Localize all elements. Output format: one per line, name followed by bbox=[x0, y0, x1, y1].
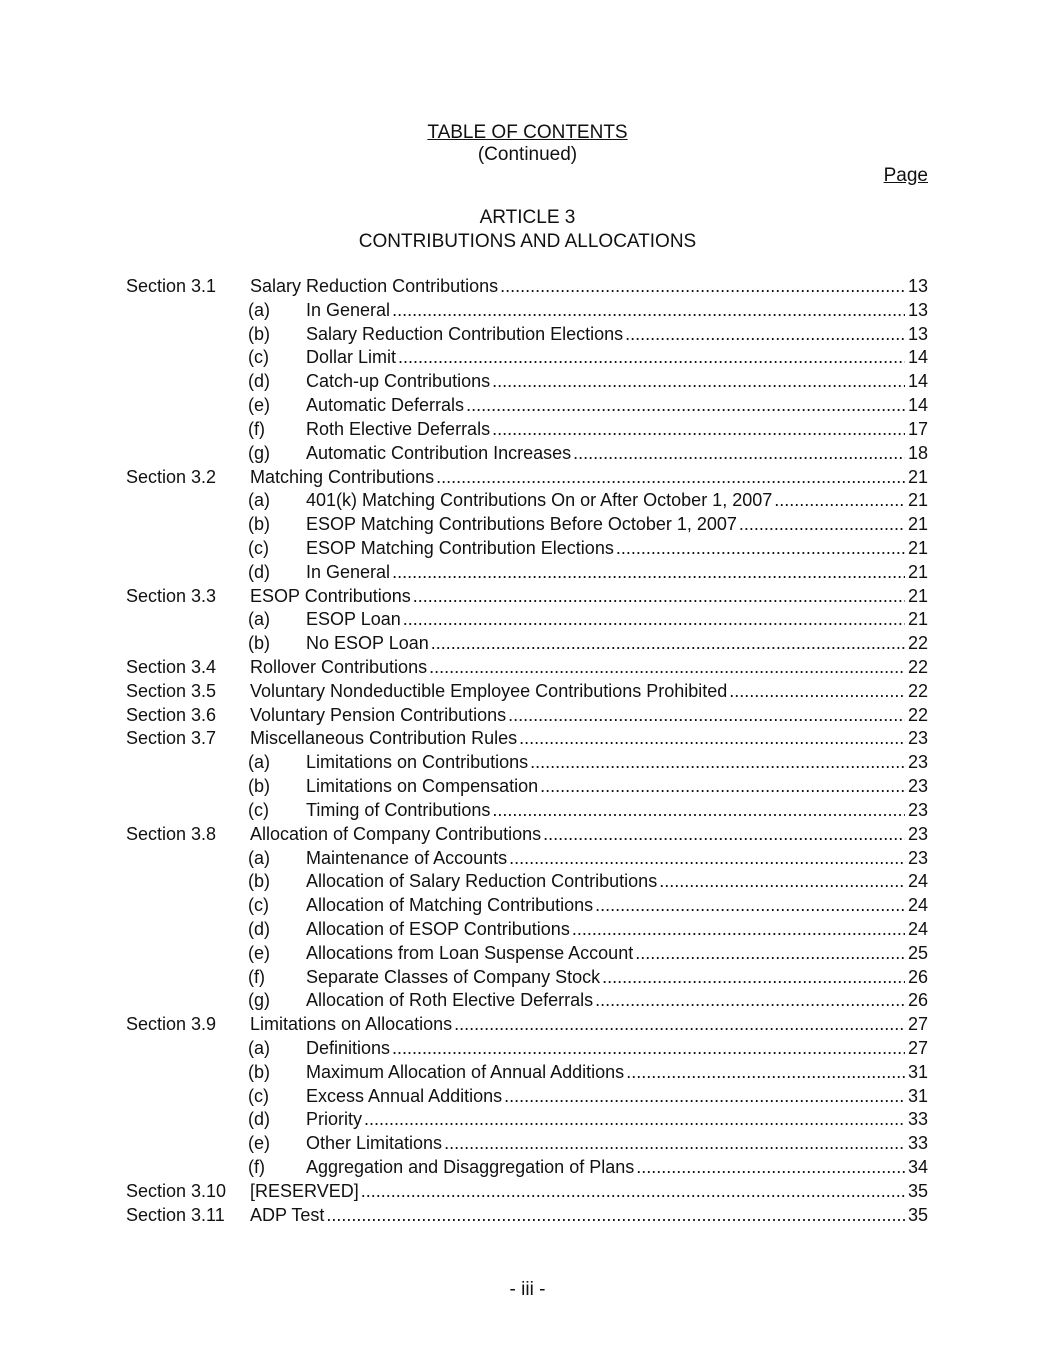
toc-subsection-entry[interactable] bbox=[0, 1107, 1055, 1131]
toc-leader-line bbox=[250, 1203, 928, 1227]
section-number: Section 3.11 bbox=[126, 1204, 225, 1225]
toc-subsection-entry[interactable] bbox=[0, 369, 1055, 393]
toc-subsection-entry[interactable] bbox=[0, 1084, 1055, 1108]
dot-leader bbox=[364, 1107, 905, 1131]
dot-leader bbox=[509, 846, 905, 870]
entry-title: Catch-up Contributions bbox=[306, 371, 491, 392]
subsection-letter: (d) bbox=[248, 561, 270, 582]
toc-title-text: TABLE OF CONTENTS bbox=[427, 122, 628, 143]
section-number: Section 3.1 bbox=[126, 276, 217, 296]
toc-subsection-entry[interactable] bbox=[0, 607, 1055, 631]
entry-title: Allocation of Matching Contributions bbox=[306, 895, 594, 916]
toc-leader-line bbox=[306, 750, 928, 774]
toc-leader-line bbox=[306, 560, 928, 584]
dot-leader bbox=[413, 584, 905, 608]
entry-page-number: 14 bbox=[905, 345, 928, 369]
dot-leader bbox=[573, 441, 905, 465]
toc-leader-line bbox=[250, 726, 928, 750]
toc-leader-line bbox=[306, 441, 928, 465]
dot-leader bbox=[361, 1179, 905, 1203]
subsection-letter: (a) bbox=[248, 847, 270, 868]
subsection-letter: (b) bbox=[248, 871, 270, 892]
toc-subtitle: (Continued) bbox=[477, 144, 578, 165]
toc-leader-line bbox=[250, 274, 928, 298]
entry-title: Maximum Allocation of Annual Additions bbox=[306, 1061, 625, 1082]
entry-page-number: 21 bbox=[905, 512, 928, 536]
toc-leader-line bbox=[306, 322, 928, 346]
toc-subsection-entry[interactable] bbox=[0, 631, 1055, 655]
entry-page-number: 21 bbox=[905, 584, 928, 608]
entry-title: Roth Elective Deferrals bbox=[306, 418, 491, 439]
toc-subsection-entry[interactable] bbox=[0, 798, 1055, 822]
toc-leader-line bbox=[250, 655, 928, 679]
toc-leader-line bbox=[306, 917, 928, 941]
subsection-letter: (a) bbox=[248, 609, 270, 630]
dot-leader bbox=[431, 631, 905, 655]
dot-leader bbox=[492, 798, 905, 822]
entry-page-number: 24 bbox=[905, 893, 928, 917]
toc-leader-line bbox=[306, 369, 928, 393]
toc-leader-line bbox=[306, 393, 928, 417]
toc-subsection-entry[interactable] bbox=[0, 345, 1055, 369]
toc-section-entry[interactable] bbox=[0, 655, 1055, 679]
entry-title: Dollar Limit bbox=[306, 347, 397, 368]
dot-leader bbox=[616, 536, 905, 560]
entry-page-number: 22 bbox=[905, 679, 928, 703]
entry-title: [RESERVED] bbox=[250, 1180, 359, 1201]
toc-subsection-entry[interactable] bbox=[0, 965, 1055, 989]
dot-leader bbox=[508, 703, 905, 727]
toc-leader-line bbox=[306, 988, 928, 1012]
toc-subsection-entry[interactable] bbox=[0, 774, 1055, 798]
entry-title: Allocation of Roth Elective Deferrals bbox=[306, 990, 594, 1011]
page-number: - iii - bbox=[509, 1279, 546, 1300]
toc-leader-line bbox=[250, 1179, 928, 1203]
toc-leader-line bbox=[306, 417, 928, 441]
toc-section-entry[interactable] bbox=[0, 465, 1055, 489]
entry-page-number: 14 bbox=[905, 393, 928, 417]
toc-leader-line bbox=[306, 774, 928, 798]
entry-title: Timing of Contributions bbox=[306, 799, 491, 820]
dot-leader bbox=[595, 988, 905, 1012]
dot-leader bbox=[519, 726, 905, 750]
entry-title: Separate Classes of Company Stock bbox=[306, 966, 601, 987]
dot-leader bbox=[543, 822, 905, 846]
toc-leader-line bbox=[306, 1084, 928, 1108]
toc-entries bbox=[0, 274, 1055, 1227]
dot-leader bbox=[436, 465, 905, 489]
entry-page-number: 23 bbox=[905, 774, 928, 798]
article-title: CONTRIBUTIONS AND ALLOCATIONS bbox=[358, 231, 697, 252]
entry-title: Miscellaneous Contribution Rules bbox=[250, 728, 518, 749]
toc-section-entry[interactable] bbox=[0, 274, 1055, 298]
entry-page-number: 34 bbox=[905, 1155, 928, 1179]
article-number: ARTICLE 3 bbox=[479, 207, 576, 228]
entry-title: Voluntary Pension Contributions bbox=[250, 704, 507, 725]
entry-title: Other Limitations bbox=[306, 1133, 443, 1154]
entry-title: Limitations on Allocations bbox=[250, 1014, 453, 1035]
toc-leader-line bbox=[306, 1060, 928, 1084]
entry-page-number: 14 bbox=[905, 369, 928, 393]
entry-title: No ESOP Loan bbox=[306, 633, 429, 654]
toc-leader-line bbox=[250, 679, 928, 703]
entry-page-number: 22 bbox=[905, 631, 928, 655]
toc-leader-line bbox=[306, 631, 928, 655]
entry-page-number: 31 bbox=[905, 1084, 928, 1108]
entry-title: Aggregation and Disaggregation of Plans bbox=[306, 1157, 635, 1178]
toc-subsection-entry[interactable] bbox=[0, 417, 1055, 441]
dot-leader bbox=[540, 774, 905, 798]
toc-subsection-entry[interactable] bbox=[0, 322, 1055, 346]
dot-leader bbox=[403, 607, 905, 631]
entry-title: Limitations on Contributions bbox=[306, 752, 529, 773]
toc-leader-line bbox=[306, 512, 928, 536]
dot-leader bbox=[454, 1012, 905, 1036]
toc-subsection-entry[interactable] bbox=[0, 441, 1055, 465]
toc-leader-line bbox=[250, 703, 928, 727]
toc-leader-line bbox=[250, 1012, 928, 1036]
dot-leader bbox=[326, 1203, 905, 1227]
entry-page-number: 21 bbox=[905, 465, 928, 489]
subsection-letter: (g) bbox=[248, 442, 270, 463]
dot-leader bbox=[602, 965, 905, 989]
subsection-letter: (a) bbox=[248, 490, 270, 511]
subsection-letter: (d) bbox=[248, 1109, 270, 1130]
toc-subsection-entry[interactable] bbox=[0, 750, 1055, 774]
dot-leader bbox=[739, 512, 905, 536]
toc-leader-line bbox=[306, 488, 928, 512]
toc-subsection-entry[interactable] bbox=[0, 298, 1055, 322]
entry-page-number: 23 bbox=[905, 798, 928, 822]
subsection-letter: (d) bbox=[248, 918, 270, 939]
subsection-letter: (b) bbox=[248, 1061, 270, 1082]
entry-page-number: 26 bbox=[905, 965, 928, 989]
entry-page-number: 33 bbox=[905, 1107, 928, 1131]
entry-title: Voluntary Nondeductible Employee Contributions Prohibited bbox=[250, 680, 728, 701]
toc-subsection-entry[interactable] bbox=[0, 560, 1055, 584]
dot-leader bbox=[530, 750, 905, 774]
toc-leader-line bbox=[306, 1107, 928, 1131]
entry-page-number: 23 bbox=[905, 750, 928, 774]
entry-page-number: 23 bbox=[905, 726, 928, 750]
dot-leader bbox=[504, 1084, 905, 1108]
section-number: Section 3.9 bbox=[126, 1014, 217, 1035]
entry-title: Allocation of Salary Reduction Contributions bbox=[306, 871, 658, 892]
dot-leader bbox=[500, 274, 905, 298]
dot-leader bbox=[429, 655, 905, 679]
toc-subsection-entry[interactable] bbox=[0, 1036, 1055, 1060]
dot-leader bbox=[635, 941, 905, 965]
toc-leader-line bbox=[250, 822, 928, 846]
subsection-letter: (e) bbox=[248, 1133, 270, 1154]
entry-page-number: 33 bbox=[905, 1131, 928, 1155]
toc-subsection-entry[interactable] bbox=[0, 1060, 1055, 1084]
section-number: Section 3.5 bbox=[126, 680, 217, 701]
toc-subsection-entry[interactable] bbox=[0, 988, 1055, 1012]
toc-leader-line bbox=[306, 893, 928, 917]
entry-page-number: 13 bbox=[905, 274, 928, 298]
toc-section-entry[interactable] bbox=[0, 1179, 1055, 1203]
toc-title bbox=[0, 122, 1055, 144]
entry-title: Rollover Contributions bbox=[250, 657, 428, 677]
entry-page-number: 24 bbox=[905, 917, 928, 941]
entry-page-number: 31 bbox=[905, 1060, 928, 1084]
entry-title: Definitions bbox=[306, 1038, 391, 1058]
toc-subsection-entry[interactable] bbox=[0, 941, 1055, 965]
entry-title: ESOP Matching Contributions Before October 1, 2007 bbox=[306, 514, 737, 535]
entry-page-number: 18 bbox=[905, 441, 928, 465]
toc-leader-line bbox=[306, 869, 928, 893]
entry-page-number: 21 bbox=[905, 488, 928, 512]
section-number: Section 3.10 bbox=[126, 1180, 227, 1201]
page-column-header: Page bbox=[883, 165, 928, 186]
entry-page-number: 22 bbox=[905, 655, 928, 679]
toc-leader-line bbox=[306, 846, 928, 870]
dot-leader bbox=[392, 1036, 905, 1060]
section-number: Section 3.6 bbox=[126, 704, 217, 725]
subsection-letter: (c) bbox=[248, 347, 269, 368]
entry-title: ESOP Contributions bbox=[250, 585, 411, 606]
entry-title: Excess Annual Additions bbox=[306, 1085, 503, 1106]
toc-leader-line bbox=[306, 345, 928, 369]
dot-leader bbox=[729, 679, 905, 703]
entry-title: Priority bbox=[306, 1109, 363, 1130]
subsection-letter: (e) bbox=[248, 395, 270, 416]
entry-page-number: 13 bbox=[905, 322, 928, 346]
toc-subsection-entry[interactable] bbox=[0, 1155, 1055, 1179]
entry-title: Allocation of ESOP Contributions bbox=[306, 918, 570, 939]
toc-section-entry[interactable] bbox=[0, 822, 1055, 846]
dot-leader bbox=[659, 869, 905, 893]
subsection-letter: (b) bbox=[248, 633, 270, 654]
dot-leader bbox=[595, 893, 905, 917]
entry-page-number: 21 bbox=[905, 536, 928, 560]
entry-page-number: 23 bbox=[905, 822, 928, 846]
entry-title: ADP Test bbox=[250, 1204, 325, 1225]
entry-title: Limitations on Compensation bbox=[306, 776, 539, 797]
section-number: Section 3.7 bbox=[126, 728, 217, 749]
entry-title: Allocations from Loan Suspense Account bbox=[306, 942, 634, 963]
toc-section-entry[interactable] bbox=[0, 703, 1055, 727]
section-number: Section 3.3 bbox=[126, 585, 217, 606]
toc-subsection-entry[interactable] bbox=[0, 869, 1055, 893]
dot-leader bbox=[636, 1155, 905, 1179]
subsection-letter: (e) bbox=[248, 942, 270, 963]
subsection-letter: (c) bbox=[248, 1085, 269, 1106]
entry-title: Automatic Deferrals bbox=[306, 395, 465, 416]
toc-section-entry[interactable] bbox=[0, 679, 1055, 703]
toc-leader-line bbox=[306, 965, 928, 989]
toc-leader-line bbox=[306, 1036, 928, 1060]
dot-leader bbox=[392, 560, 905, 584]
subsection-letter: (c) bbox=[248, 895, 269, 916]
subsection-letter: (f) bbox=[248, 1157, 265, 1178]
subsection-letter: (a) bbox=[248, 1038, 270, 1058]
subsection-letter: (a) bbox=[248, 299, 270, 320]
subsection-letter: (d) bbox=[248, 371, 270, 392]
dot-leader bbox=[466, 393, 905, 417]
toc-leader-line bbox=[306, 607, 928, 631]
entry-page-number: 24 bbox=[905, 869, 928, 893]
toc-subsection-entry[interactable] bbox=[0, 393, 1055, 417]
entry-title: 401(k) Matching Contributions On or After October 1, 2007 bbox=[306, 490, 773, 511]
entry-page-number: 13 bbox=[905, 298, 928, 322]
dot-leader bbox=[492, 369, 905, 393]
entry-page-number: 35 bbox=[905, 1179, 928, 1203]
toc-leader-line bbox=[250, 465, 928, 489]
entry-page-number: 22 bbox=[905, 703, 928, 727]
dot-leader bbox=[392, 298, 905, 322]
toc-subsection-entry[interactable] bbox=[0, 893, 1055, 917]
toc-leader-line bbox=[306, 298, 928, 322]
toc-subsection-entry[interactable] bbox=[0, 512, 1055, 536]
toc-leader-line bbox=[306, 798, 928, 822]
entry-title: In General bbox=[306, 299, 391, 320]
entry-page-number: 25 bbox=[905, 941, 928, 965]
dot-leader bbox=[626, 1060, 905, 1084]
toc-leader-line bbox=[306, 1131, 928, 1155]
entry-page-number: 27 bbox=[905, 1012, 928, 1036]
toc-subsection-entry[interactable] bbox=[0, 1131, 1055, 1155]
dot-leader bbox=[492, 417, 905, 441]
toc-subsection-entry[interactable] bbox=[0, 536, 1055, 560]
entry-title: In General bbox=[306, 561, 391, 582]
subsection-letter: (c) bbox=[248, 799, 269, 820]
dot-leader bbox=[774, 488, 905, 512]
toc-subsection-entry[interactable] bbox=[0, 917, 1055, 941]
toc-section-entry[interactable] bbox=[0, 726, 1055, 750]
subsection-letter: (f) bbox=[248, 418, 265, 439]
entry-page-number: 17 bbox=[905, 417, 928, 441]
section-number: Section 3.8 bbox=[126, 823, 217, 844]
dot-leader bbox=[398, 345, 905, 369]
entry-title: Salary Reduction Contribution Elections bbox=[306, 323, 624, 344]
entry-page-number: 26 bbox=[905, 988, 928, 1012]
entry-page-number: 21 bbox=[905, 607, 928, 631]
entry-title: ESOP Loan bbox=[306, 609, 401, 630]
dot-leader bbox=[625, 322, 905, 346]
dot-leader bbox=[444, 1131, 905, 1155]
entry-title: ESOP Matching Contribution Elections bbox=[306, 537, 614, 558]
subsection-letter: (b) bbox=[248, 776, 270, 797]
subsection-letter: (c) bbox=[248, 537, 269, 558]
entry-page-number: 23 bbox=[905, 846, 928, 870]
entry-title: Allocation of Company Contributions bbox=[250, 823, 542, 844]
toc-leader-line bbox=[306, 536, 928, 560]
entry-title: Automatic Contribution Increases bbox=[306, 442, 572, 463]
entry-title: Maintenance of Accounts bbox=[306, 847, 508, 868]
section-number: Section 3.2 bbox=[126, 466, 217, 487]
toc-subsection-entry[interactable] bbox=[0, 846, 1055, 870]
toc-leader-line bbox=[306, 941, 928, 965]
subsection-letter: (a) bbox=[248, 752, 270, 773]
toc-subsection-entry[interactable] bbox=[0, 488, 1055, 512]
subsection-letter: (g) bbox=[248, 990, 270, 1011]
entry-page-number: 35 bbox=[905, 1203, 928, 1227]
dot-leader bbox=[572, 917, 905, 941]
subsection-letter: (b) bbox=[248, 514, 270, 535]
entry-title: Salary Reduction Contributions bbox=[250, 276, 499, 296]
subsection-letter: (b) bbox=[248, 323, 270, 344]
entry-title: Matching Contributions bbox=[250, 466, 435, 487]
toc-leader-line bbox=[306, 1155, 928, 1179]
subsection-letter: (f) bbox=[248, 966, 265, 987]
entry-page-number: 27 bbox=[905, 1036, 928, 1060]
entry-page-number: 21 bbox=[905, 560, 928, 584]
section-number: Section 3.4 bbox=[126, 657, 217, 677]
toc-section-entry[interactable] bbox=[0, 1012, 1055, 1036]
toc-section-entry[interactable] bbox=[0, 584, 1055, 608]
toc-leader-line bbox=[250, 584, 928, 608]
toc-section-entry[interactable] bbox=[0, 1203, 1055, 1227]
